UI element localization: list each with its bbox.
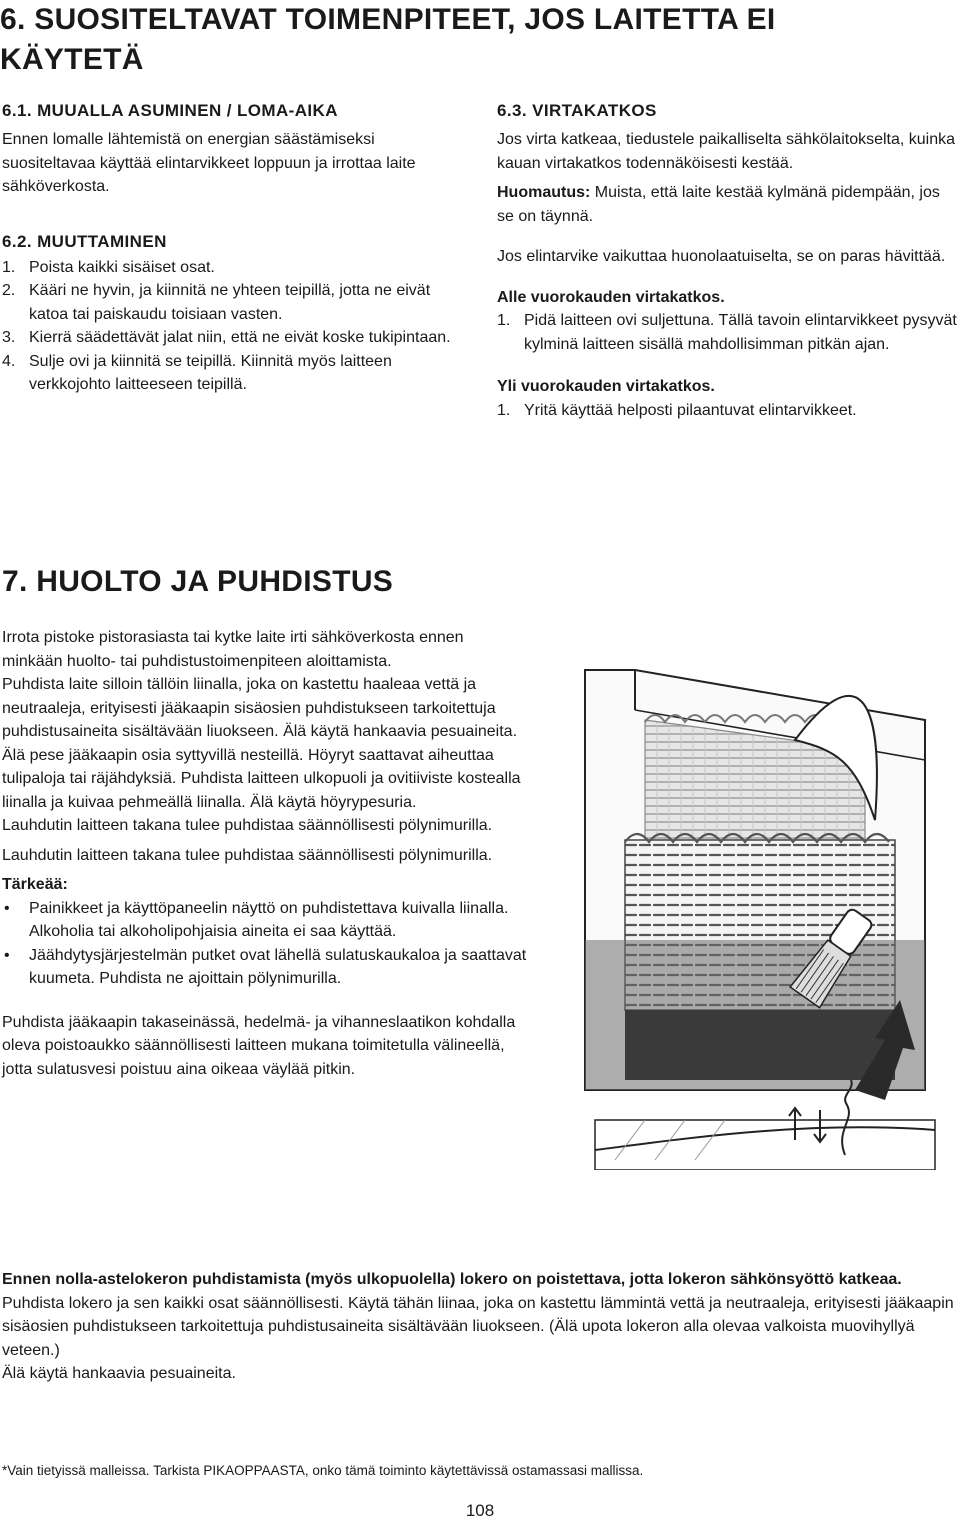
zero-compartment-no-abrasives: Älä käytä hankaavia pesuaineita. (2, 1365, 236, 1382)
text-6-1: Ennen lomalle lähtemistä on energian säästämiseksi suositeltavaa käyttää elintarvikkeet loppuun ja irrottaa laite sähköverkosta. (2, 131, 416, 195)
section-6-title-line-1: 6. SUOSITELTAVAT TOIMENPITEET, JOS LAITETTA EI (0, 3, 776, 36)
moving-steps-list (2, 256, 464, 397)
heading-6-2: 6.2. MUUTTAMINEN (2, 231, 167, 251)
fridge-interior-drawing (555, 650, 955, 1170)
note-label: Huomautus: (497, 184, 591, 201)
section-6-title-line-2: KÄYTETÄ (0, 43, 144, 76)
under-24h-heading: Alle vuorokauden virtakatkos. (497, 288, 725, 306)
footnote: *Vain tietyissä malleissa. Tarkista PIKAOPPAASTA, onko tämä toiminto käytettävissä ostamassasi mallissa. (2, 1463, 644, 1478)
section-7-left-column (2, 626, 527, 1081)
section-6-title (0, 0, 960, 80)
text-6-3-intro: Jos virta katkeaa, tiedustele paikalliselta sähkölaitokselta, kuinka kauan virtakatkos todennäköisesti kestää. (497, 131, 956, 172)
section-6-right-column (497, 100, 957, 422)
zero-compartment-section (2, 1268, 957, 1386)
unplug-paragraph: Irrota pistoke pistorasiasta tai kytke laite irti sähköverkosta ennen minkään huolto- tai puhdistustoimenpiteen aloittamista. (2, 629, 464, 670)
heading-6-1: 6.1. MUUALLA ASUMINEN / LOMA-AIKA (2, 101, 338, 120)
section-6-left-column (2, 100, 464, 397)
note-paragraph (497, 181, 957, 228)
important-bullets (2, 897, 527, 991)
list-item: • Jäähdytysjärjestelmän putket ovat lähellä sulatuskaukaloa ja saattavat kuumeta. Puhdista ne ajoittain pölynimurilla. (2, 944, 527, 991)
heading-6-3: 6.3. VIRTAKATKOS (497, 101, 657, 120)
list-item: 2. Kääri ne hyvin, ja kiinnitä ne yhteen teipillä, jotta ne eivät katoa tai paiskaudu toisiaan vasten. (2, 282, 431, 323)
under-24h-list (497, 309, 957, 356)
condenser-paragraph-2: Lauhdutin laitteen takana tulee puhdistaa säännöllisesti pölynimurilla. (2, 846, 493, 864)
list-item: • Painikkeet ja käyttöpaneelin näyttö on puhdistettava kuivalla liinalla. Alkoholia tai alkoholipohjaisia aineita ei saa käyttää. (2, 897, 527, 944)
page-number: 108 (465, 1501, 495, 1520)
fridge-cleaning-illustration (555, 650, 955, 1170)
list-item: 1. Poista kaikki sisäiset osat. (2, 258, 215, 276)
list-item: 3. Kierrä säädettävät jalat niin, että ne eivät koske tukipintaan. (2, 329, 451, 346)
important-label: Tärkeää: (2, 876, 68, 893)
list-item: 1. Pidä laitteen ovi suljettuna. Tällä tavoin elintarvikkeet pysyvät kylminä laitteen sisällä mahdollisimman pitkän ajan. (497, 312, 957, 353)
over-24h-heading: Yli vuorokauden virtakatkos. (497, 378, 715, 395)
section-7-title: 7. HUOLTO JA PUHDISTUS (2, 565, 394, 598)
zero-compartment-cleaning: Puhdista lokero ja sen kaikki osat säännöllisesti. Käytä tähän liinaa, joka on kastettu lämmintä vettä ja neutraaleja, erityisesti jääkaapin sisäosien puhdistukseen tarkoitettuja puhdistusaineita sisältävään liuokseen. (Älä upota lokeron alla olevaa valkoista muovihyllyä veteen.) (2, 1294, 954, 1359)
over-24h-list (497, 399, 957, 423)
note-text: Muista, että laite kestää kylmänä pidempään, jos se on täynnä. (497, 184, 940, 225)
text-6-3-discard: Jos elintarvike vaikuttaa huonolaatuiselta, se on paras hävittää. (497, 248, 946, 265)
zero-compartment-warning: Ennen nolla-astelokeron puhdistamista (myös ulkopuolella) lokero on poistettava, jotta lokeron sähkönsyöttö katkeaa. (2, 1271, 902, 1288)
list-item: 4. Sulje ovi ja kiinnitä se teipillä. Kiinnitä myös laitteen verkkojohto laitteeseen teipillä. (2, 352, 392, 393)
list-item: 1. Yritä käyttää helposti pilaantuvat elintarvikkeet. (497, 401, 857, 419)
drain-paragraph: Puhdista jääkaapin takaseinässä, hedelmä- ja vihanneslaatikon kohdalla oleva poistoaukko säännöllisesti laitteen mukana toimitetulla välineellä, jotta sulatusvesi poistuu aina oikeaa väylää pitkin. (2, 1013, 516, 1078)
condenser-paragraph-1: Lauhdutin laitteen takana tulee puhdistaa säännöllisesti pölynimurilla. (2, 817, 493, 834)
cleaning-paragraph: Puhdista laite silloin tällöin liinalla, joka on kastettu haaleaa vettä ja neutraaleja, erityisesti jääkaapin sisäosien puhdistukseen tarkoitettuja puhdistusaineita sisältävään liuokseen. Älä käytä hankaavia pesuaineita. Älä pese jääkaapin osia syttyvillä nesteillä. Höyryt saattavat aiheuttaa tulipaloja tai räjähdyksiä. Puhdista laitteen ulkopuoli ja ovitiiviste kostealla liinalla ja kuivaa pehmeällä liinalla. Älä käytä höyrypesuria. (2, 676, 521, 811)
